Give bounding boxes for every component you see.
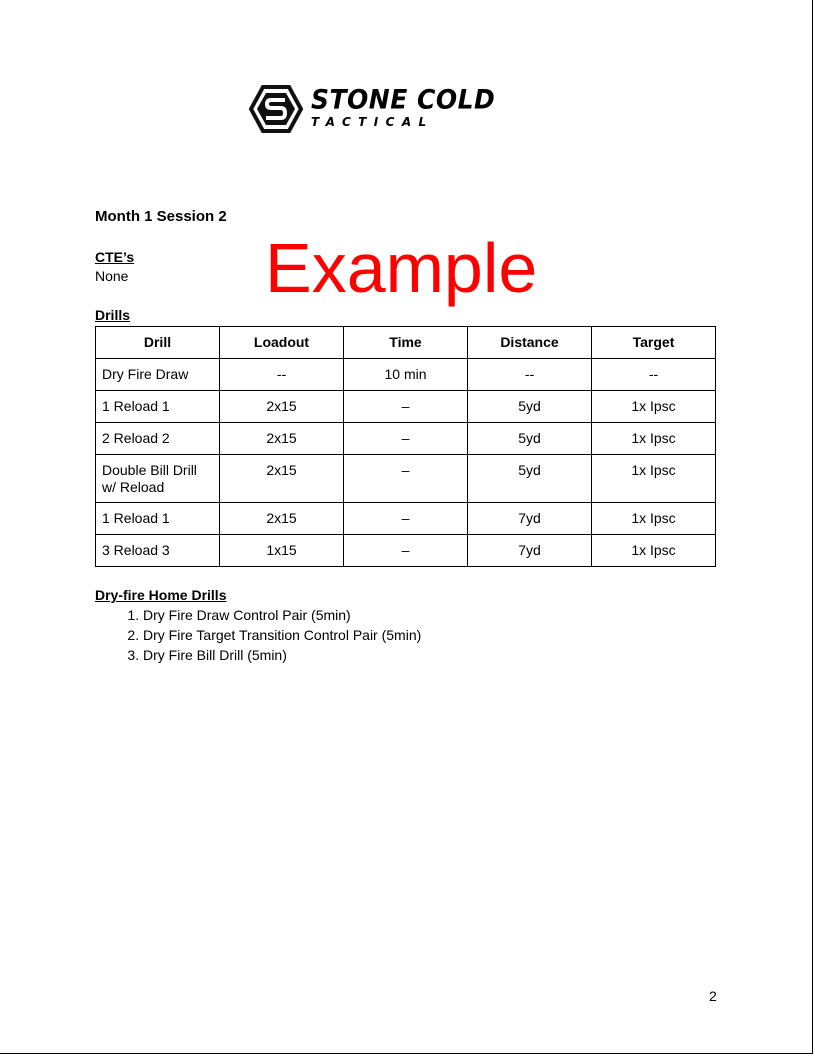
cell-loadout: 2x15 bbox=[220, 503, 344, 535]
home-drills-heading: Dry-fire Home Drills bbox=[95, 587, 227, 603]
table-row bbox=[96, 535, 716, 567]
column-header-distance: Distance bbox=[468, 327, 592, 359]
cell-distance: 5yd bbox=[468, 391, 592, 423]
session-title: Month 1 Session 2 bbox=[95, 208, 227, 225]
cell-drill: 3 Reload 3 bbox=[96, 535, 220, 567]
cell-time: – bbox=[344, 423, 468, 455]
cell-loadout: 1x15 bbox=[220, 535, 344, 567]
cell-drill: Dry Fire Draw bbox=[96, 359, 220, 391]
table-row bbox=[96, 503, 716, 535]
list-item: 2. Dry Fire Target Transition Control Pair (5min) bbox=[143, 625, 421, 645]
cell-drill: Double Bill Drill w/ Reload bbox=[96, 455, 220, 503]
column-header-drill: Drill bbox=[96, 327, 220, 359]
column-header-target: Target bbox=[592, 327, 716, 359]
table-row bbox=[96, 391, 716, 423]
ctes-heading: CTE’s bbox=[95, 249, 135, 265]
cell-distance: 7yd bbox=[468, 503, 592, 535]
cell-drill: 1 Reload 1 bbox=[96, 391, 220, 423]
cell-loadout: 2x15 bbox=[220, 455, 344, 503]
cell-loadout: 2x15 bbox=[220, 423, 344, 455]
cell-loadout: 2x15 bbox=[220, 391, 344, 423]
cell-distance: 5yd bbox=[468, 423, 592, 455]
table-row bbox=[96, 359, 716, 391]
page-number: 2 bbox=[709, 988, 717, 1004]
shield-s-logo-icon bbox=[249, 85, 303, 133]
cell-drill: 2 Reload 2 bbox=[96, 423, 220, 455]
column-header-time: Time bbox=[344, 327, 468, 359]
cell-loadout: -- bbox=[220, 359, 344, 391]
cell-target: 1x Ipsc bbox=[592, 391, 716, 423]
list-item: 1. Dry Fire Draw Control Pair (5min) bbox=[143, 605, 421, 625]
drills-table bbox=[95, 326, 716, 567]
cell-distance: 7yd bbox=[468, 535, 592, 567]
logo-wordmark: STONE COLD bbox=[311, 84, 496, 115]
cell-time: – bbox=[344, 535, 468, 567]
example-watermark: Example bbox=[265, 229, 538, 307]
cell-time: – bbox=[344, 503, 468, 535]
cell-distance: 5yd bbox=[468, 455, 592, 503]
drills-heading: Drills bbox=[95, 307, 131, 323]
cell-drill: 1 Reload 1 bbox=[96, 503, 220, 535]
cell-time: – bbox=[344, 455, 468, 503]
logo-subtitle: TACTICAL bbox=[311, 115, 434, 129]
table-header-row bbox=[96, 327, 716, 359]
cell-time: 10 min bbox=[344, 359, 468, 391]
ctes-value: None bbox=[95, 268, 129, 284]
table-row bbox=[96, 455, 716, 503]
list-item: 3. Dry Fire Bill Drill (5min) bbox=[143, 645, 421, 665]
table-row bbox=[96, 423, 716, 455]
column-header-loadout: Loadout bbox=[220, 327, 344, 359]
home-drills-list bbox=[95, 605, 421, 665]
cell-time: – bbox=[344, 391, 468, 423]
stone-cold-tactical-logo bbox=[249, 85, 559, 133]
cell-target: 1x Ipsc bbox=[592, 535, 716, 567]
cell-target: 1x Ipsc bbox=[592, 455, 716, 503]
cell-target: 1x Ipsc bbox=[592, 503, 716, 535]
cell-target: -- bbox=[592, 359, 716, 391]
cell-target: 1x Ipsc bbox=[592, 423, 716, 455]
cell-distance: -- bbox=[468, 359, 592, 391]
